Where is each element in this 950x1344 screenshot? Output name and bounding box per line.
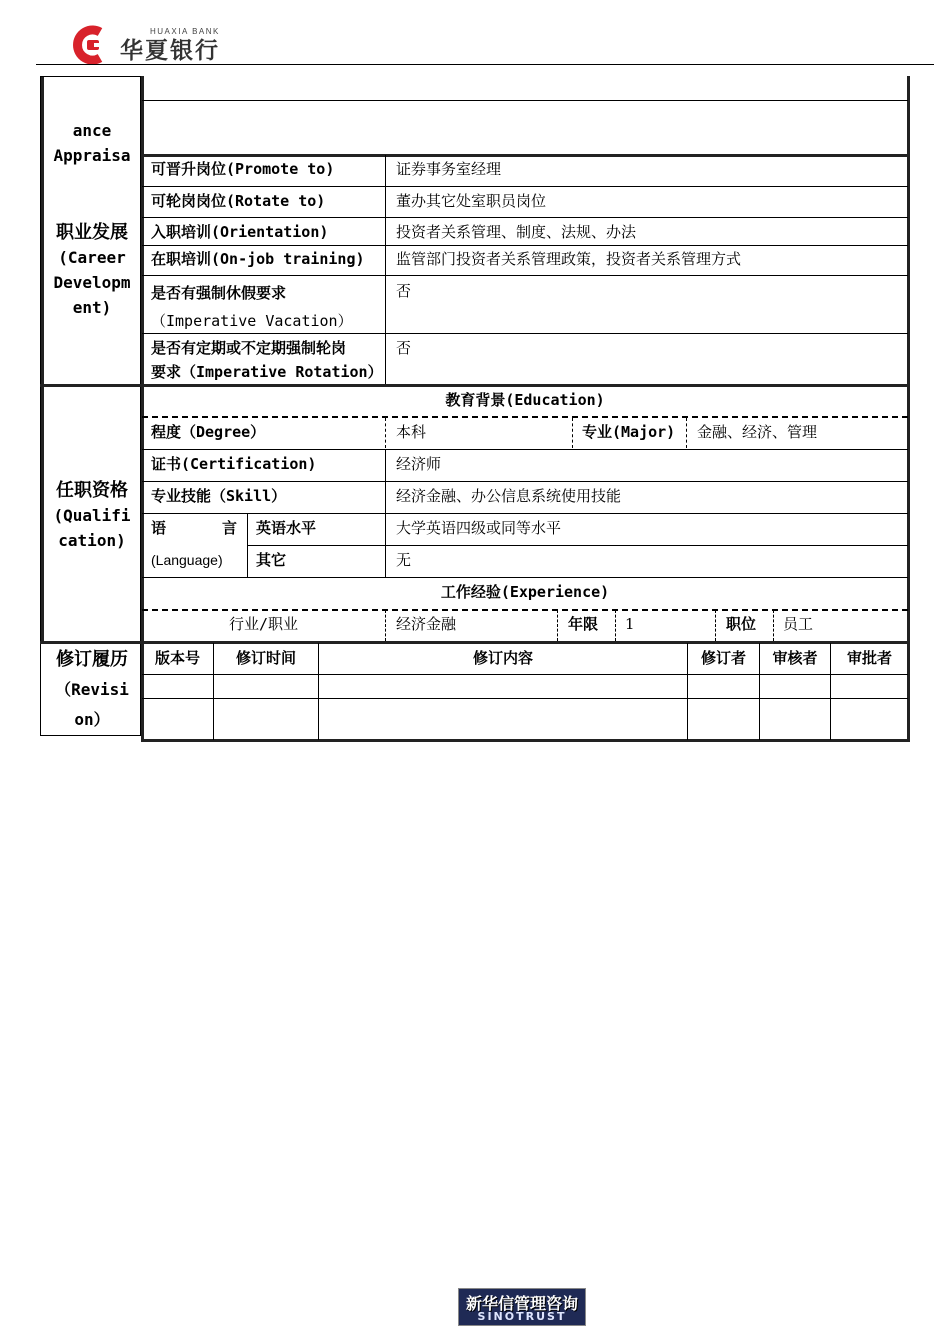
huaxia-bank-logo-icon (70, 24, 112, 66)
language-label-en: (Language) (151, 552, 223, 568)
qual-rule-4 (248, 545, 908, 546)
qual-rule-1 (142, 449, 908, 450)
revision-label-en2: on） (74, 710, 110, 729)
revision-col-approver: 审批者 (846, 649, 892, 667)
position-label-divider (715, 610, 716, 641)
appraisal-rule-1 (142, 100, 908, 101)
english-level-value: 大学英语四级或同等水平 (396, 519, 562, 537)
vacation-label-line2: （Imperative Vacation） (151, 312, 353, 330)
revision-col-date: 修订时间 (235, 649, 296, 667)
rotate-label: 可轮岗岗位(Rotate to) (151, 192, 326, 210)
other-language-value: 无 (396, 551, 412, 569)
qualification-label-en1: (Qualifi (53, 506, 131, 525)
side-top-rule (40, 76, 140, 77)
brand-name-en: HUAXIA BANK (150, 27, 220, 36)
qual-rule-3 (142, 513, 908, 514)
rotation-label-line1: 是否有定期或不定期强制轮岗 (151, 339, 347, 357)
major-label-divider (572, 418, 573, 448)
revision-label-cn: 修订履历 (56, 649, 128, 670)
revision-label (44, 645, 140, 735)
years-label-divider (557, 610, 558, 641)
career-value-divider (385, 155, 386, 385)
skill-label: 专业技能（Skill） (151, 487, 287, 505)
vacation-label-line1: 是否有强制休假要求 (151, 284, 287, 302)
education-header: 教育背景(Education) (445, 391, 605, 409)
promote-value: 证券事务室经理 (396, 160, 502, 178)
language-label-a: 语 (151, 519, 167, 537)
onjob-training-value: 监管部门投资者关系管理政策，投资者关系管理方式 (396, 250, 742, 268)
table-bottom-rule (142, 739, 910, 742)
header-rule (36, 64, 934, 65)
revision-col-version: 版本号 (154, 649, 200, 667)
revision-label-en1: （Revisi (55, 680, 129, 699)
language-label-b: 言 (221, 519, 237, 537)
orientation-label: 入职培训(Orientation) (151, 223, 329, 241)
rotation-label-line2: 要求（Imperative Rotation） (151, 363, 383, 381)
years-value-divider (615, 610, 616, 641)
other-language-label: 其它 (256, 551, 287, 569)
brand-name-cn: 华夏银行 (120, 38, 220, 64)
certification-value: 经济师 (396, 455, 442, 473)
career-label-cn: 职业发展 (56, 222, 128, 243)
revision-col-author: 修订者 (700, 649, 746, 667)
appraisal-label (44, 118, 140, 168)
qual-rule-2 (142, 481, 908, 482)
experience-header-rule (142, 609, 908, 611)
qualification-label-en2: cation) (58, 531, 126, 550)
sinotrust-stamp (458, 1288, 586, 1326)
revision-col-reviewer: 审核者 (772, 649, 818, 667)
career-rule-2 (142, 217, 908, 218)
vacation-value: 否 (396, 282, 412, 300)
vacation-label (151, 279, 383, 333)
side-bottom-rule (40, 735, 140, 736)
industry-value: 经济金融 (396, 615, 457, 633)
career-rule-1 (142, 186, 908, 187)
career-bottom-rule (40, 384, 910, 387)
position-value: 员工 (783, 615, 814, 633)
qual-value-divider (385, 450, 386, 577)
major-value-divider (686, 418, 687, 448)
language-divider (247, 514, 248, 577)
years-label: 年限 (568, 615, 599, 633)
education-header-rule (142, 416, 908, 418)
appraisal-label-line1: ance (72, 121, 112, 140)
qual-rule-5 (142, 577, 908, 578)
skill-value: 经济金融、办公信息系统使用技能 (396, 487, 622, 505)
onjob-training-label: 在职培训(On-job training) (151, 250, 365, 268)
revision-header-rule (142, 674, 908, 675)
english-level-label: 英语水平 (256, 519, 317, 537)
industry-label: 行业/职业 (228, 615, 299, 633)
qualification-label-cn: 任职资格 (56, 480, 128, 501)
major-value: 金融、经济、管理 (697, 423, 818, 441)
industry-divider (385, 610, 386, 641)
language-label (151, 516, 243, 544)
major-label: 专业(Major) (582, 423, 676, 441)
stamp-cn: 新华信管理咨询 (465, 1294, 578, 1313)
promote-label: 可晋升岗位(Promote to) (151, 160, 335, 178)
orientation-value: 投资者关系管理、制度、法规、办法 (396, 223, 637, 241)
degree-value: 本科 (396, 423, 427, 441)
career-label-en2: Developm (53, 273, 131, 292)
rotate-value: 董办其它处室职员岗位 (396, 192, 547, 210)
rotation-value: 否 (396, 339, 412, 357)
degree-divider (385, 418, 386, 448)
stamp-en: SINOTRUST (477, 1310, 567, 1323)
degree-label: 程度（Degree） (151, 423, 266, 441)
career-label (44, 220, 140, 324)
revision-col-content: 修订内容 (472, 649, 533, 667)
career-rule-4 (142, 275, 908, 276)
position-label: 职位 (726, 615, 757, 633)
qualification-label (44, 478, 140, 556)
rotation-label (151, 336, 383, 384)
career-label-en3: ent) (72, 298, 112, 317)
position-value-divider (773, 610, 774, 641)
certification-label: 证书(Certification) (151, 455, 317, 473)
appraisal-label-line2: Appraisa (53, 146, 131, 165)
career-label-en1: (Career (58, 248, 126, 267)
experience-header: 工作经验(Experience) (440, 583, 610, 601)
qualification-bottom-rule (40, 641, 910, 644)
career-rule-5 (142, 333, 908, 334)
years-value: 1 (625, 615, 635, 633)
page-header (0, 0, 950, 70)
revision-row-rule (142, 698, 908, 699)
